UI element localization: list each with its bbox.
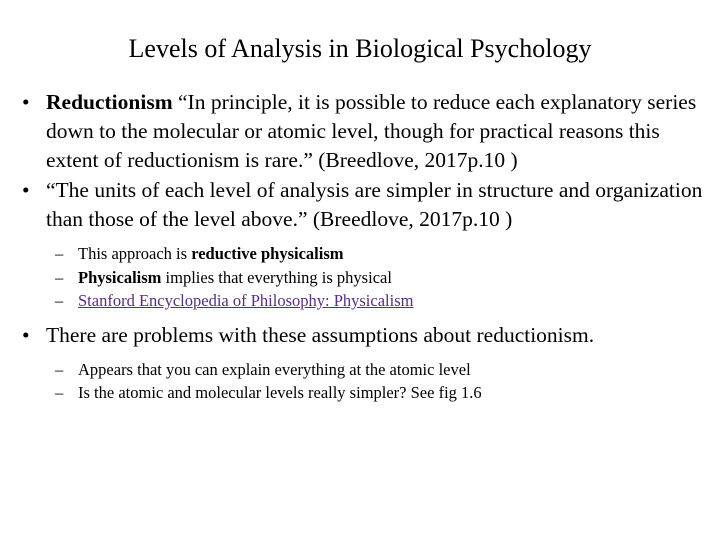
sub-item-atomic-level <box>22 358 712 382</box>
bullet-marker: • <box>22 178 30 202</box>
term-reductionism: Reductionism <box>46 90 173 114</box>
bullet-text: There are problems with these assumptions about reductionism. <box>46 322 595 347</box>
sub-item-text: implies that everything is physical <box>161 267 392 287</box>
sub-item-text: Appears that you can explain everything at the atomic level <box>78 359 471 379</box>
sub-item-text: This approach is <box>78 244 192 263</box>
sub-item-reductive-physicalism <box>22 242 712 266</box>
sub-item-physicalism <box>22 266 712 290</box>
bullet-marker: • <box>22 90 30 114</box>
slide-content <box>22 88 712 405</box>
dash-marker: – <box>55 291 64 310</box>
sub-item-stanford-link <box>22 289 712 313</box>
bullet-marker: • <box>22 322 30 347</box>
bullet-text: “In principle, it is possible to reduce each explanatory series down to the molecular or atomic level, though for practical reasons this extent of reductionism is rare.” (Breedlove, 2017p.10 ) <box>46 90 697 172</box>
slide-title: Levels of Analysis in Biological Psychology <box>128 34 592 63</box>
dash-marker: – <box>55 244 64 263</box>
dash-marker: – <box>55 267 64 287</box>
dash-marker: – <box>55 383 64 402</box>
bullet-problems <box>22 321 712 350</box>
stanford-encyclopedia-link[interactable]: Stanford Encyclopedia of Philosophy: Physicalism <box>78 291 414 310</box>
sub-item-simpler-question <box>22 381 712 405</box>
term-reductive-physicalism: reductive physicalism <box>191 244 344 263</box>
bullet-units-of-analysis <box>22 176 712 234</box>
term-physicalism: Physicalism <box>78 267 162 287</box>
sub-list-physicalism <box>22 242 712 313</box>
sub-list-problems <box>22 358 712 405</box>
dash-marker: – <box>55 359 64 379</box>
sub-item-text: Is the atomic and molecular levels really simpler? See fig 1.6 <box>78 383 482 402</box>
bullet-reductionism <box>22 88 712 175</box>
bullet-text: “The units of each level of analysis are simpler in structure and organization than those of the level above.” (Breedlove, 2017p.10 ) <box>46 178 703 231</box>
